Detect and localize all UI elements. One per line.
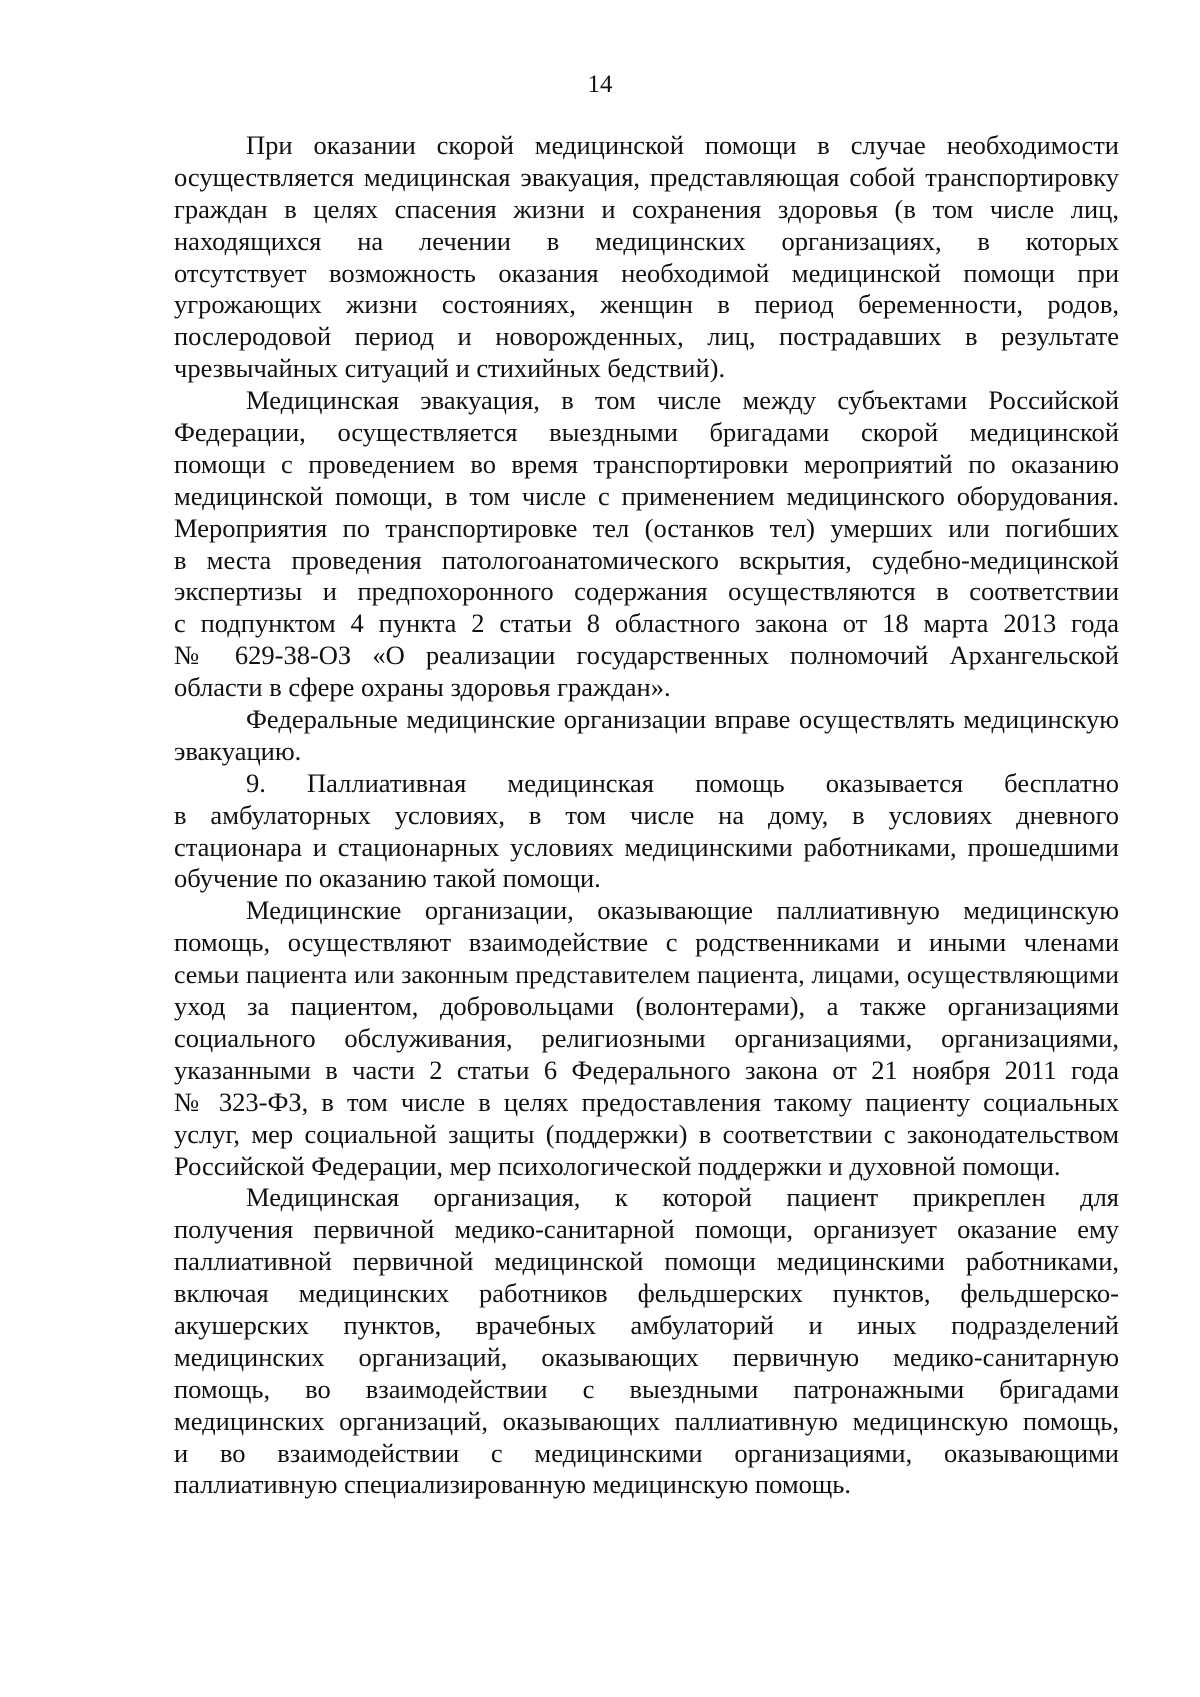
text-line: в места проведения патологоанатомического вскрытия, судебно-медицинской [174, 544, 1119, 575]
text-line: в амбулаторных условиях, в том числе на дому, в условиях дневного [174, 799, 1119, 830]
text-line: помощь, во взаимодействии с выездными патронажными бригадами [174, 1373, 1119, 1404]
text-line: социального обслуживания, религиозными организациями, организациями, [174, 1022, 1119, 1053]
text-line: включая медицинских работников фельдшерских пунктов, фельдшерско- [174, 1278, 1119, 1309]
text-line: экспертизы и предпохоронного содержания осуществляются в соответствии [174, 576, 1119, 607]
text-line: и во взаимодействии с медицинскими организациями, оказывающими [174, 1437, 1119, 1468]
text-line: паллиативную специализированную медицинскую помощь. [174, 1469, 851, 1500]
text-line: помощь, осуществляют взаимодействие с родственниками и иными членами [174, 927, 1119, 958]
text-line: 9. Паллиативная медицинская помощь оказывается бесплатно [246, 767, 1119, 798]
text-line: с подпунктом 4 пункта 2 статьи 8 областного закона от 18 марта 2013 года [174, 608, 1119, 639]
text-line: находящихся на лечении в медицинских организациях, в которых [174, 225, 1119, 256]
text-line: акушерских пунктов, врачебных амбулаторий и иных подразделений [174, 1309, 1119, 1340]
text-line: Медицинская эвакуация, в том числе между субъектами Российской [246, 385, 1119, 416]
text-line: Медицинская организация, к которой пациент прикреплен для [246, 1182, 1119, 1213]
text-line: указанными в части 2 статьи 6 Федерального закона от 21 ноября 2011 года [174, 1054, 1119, 1085]
text-line: При оказании скорой медицинской помощи в случае необходимости [246, 130, 1119, 160]
text-line: отсутствует возможность оказания необходимой медицинской помощи при [174, 257, 1119, 288]
text-line: обучение по оказанию такой помощи. [174, 863, 601, 894]
text-line: медицинской помощи, в том числе с применением медицинского оборудования. [174, 480, 1119, 511]
text-line: угрожающих жизни состояниях, женщин в период беременности, родов, [174, 289, 1119, 320]
text-line: эвакуацию. [174, 735, 302, 766]
text-line: стационара и стационарных условиях медицинскими работниками, прошедшими [174, 831, 1119, 862]
text-line: семьи пациента или законным представителем пациента, лицами, осуществляющими [174, 960, 1119, 990]
text-line: Федерации, осуществляется выездными бригадами скорой медицинской [174, 417, 1119, 448]
text-line: Федеральные медицинские организации вправе осуществлять медицинскую [246, 704, 1119, 735]
text-line: № 629-38-ОЗ «О реализации государственных полномочий Архангельской [174, 640, 1119, 671]
text-line: Мероприятия по транспортировке тел (останков тел) умерших или погибших [174, 512, 1119, 543]
text-line: получения первичной медико-санитарной помощи, организует оказание ему [174, 1214, 1119, 1245]
text-line: Российской Федерации, мер психологической поддержки и духовной помощи. [174, 1150, 1061, 1181]
text-line: услуг, мер социальной защиты (поддержки) в соответствии с законодательством [174, 1118, 1119, 1149]
text-line: медицинских организаций, оказывающих первичную медико-санитарную [174, 1341, 1119, 1372]
text-line: осуществляется медицинская эвакуация, представляющая собой транспортировку [174, 161, 1119, 192]
text-line: области в сфере охраны здоровья граждан». [174, 672, 671, 703]
text-line: граждан в целях спасения жизни и сохранения здоровья (в том числе лиц, [174, 193, 1119, 224]
text-line: № 323-ФЗ, в том числе в целях предоставления такому пациенту социальных [174, 1086, 1119, 1117]
text-line: Медицинские организации, оказывающие паллиативную медицинскую [246, 895, 1119, 926]
text-line: паллиативной первичной медицинской помощи медицинскими работниками, [174, 1246, 1119, 1277]
text-line: чрезвычайных ситуаций и стихийных бедствий). [174, 353, 726, 384]
text-line: медицинских организаций, оказывающих паллиативную медицинскую помощь, [174, 1405, 1119, 1436]
text-line: помощи с проведением во время транспортировки мероприятий по оказанию [174, 448, 1119, 479]
text-line: послеродовой период и новорожденных, лиц, пострадавших в результате [174, 321, 1119, 352]
document-body [174, 130, 1119, 1501]
text-line: уход за пациентом, добровольцами (волонтерами), а также организациями [174, 991, 1119, 1022]
page-number: 14 [587, 71, 613, 98]
